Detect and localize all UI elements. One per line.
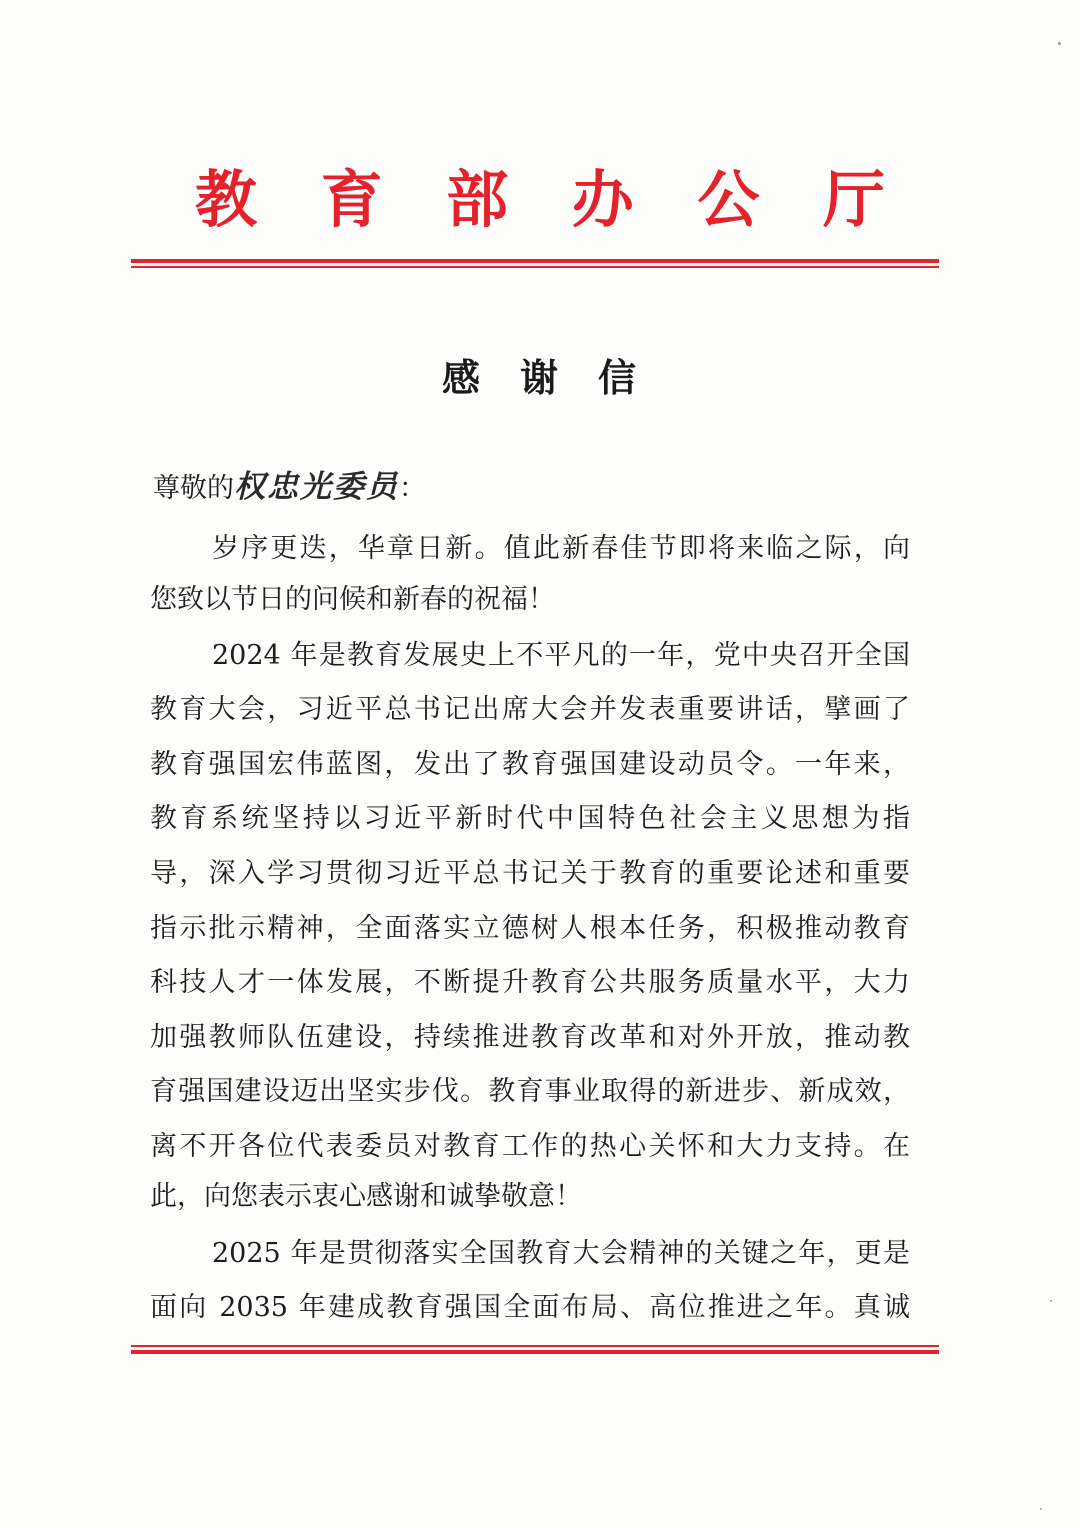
body-line: 离不开各位代表委员对教育工作的热心关怀和大力支持。在: [150, 1131, 910, 1162]
body-line: 教育系统坚持以习近平新时代中国特色社会主义思想为指: [150, 803, 910, 834]
body-line: 指示批示精神，全面落实立德树人根本任务，积极推动教育: [150, 913, 910, 944]
document-title: [0, 348, 1080, 408]
body-line: 教育大会，习近平总书记出席大会并发表重要讲话，擘画了: [150, 694, 910, 725]
body-line: 教育强国宏伟蓝图，发出了教育强国建设动员令。一年来，: [150, 749, 910, 780]
salutation: [153, 463, 426, 513]
body-line: 导，深入学习贯彻习近平总书记关于教育的重要论述和重要: [150, 858, 910, 889]
letterhead-divider: [131, 259, 939, 268]
footer-divider: [131, 1345, 939, 1354]
letterhead-char: 部: [446, 163, 509, 236]
letterhead-char: 公: [697, 163, 760, 236]
salutation-prefix: 尊敬的: [153, 473, 234, 504]
title-char: 感: [441, 356, 482, 400]
body-line: 2025 年是贯彻落实全国教育大会精神的关键之年，更是: [212, 1238, 910, 1269]
body-line: 面向 2035 年建成教育强国全面布局、高位推进之年。真诚: [150, 1292, 910, 1323]
body-line: 加强教师队伍建设，持续推进教育改革和对外开放，推动教: [150, 1022, 910, 1053]
letterhead-char: 办: [571, 163, 634, 236]
salutation-suffix: ：: [399, 473, 426, 504]
letterhead-char: 教: [195, 163, 258, 236]
body-line: 2024 年是教育发展史上不平凡的一年，党中央召开全国: [212, 640, 910, 671]
letterhead: [195, 160, 885, 240]
body-line: 岁序更迭，华章日新。值此新春佳节即将来临之际，向: [212, 533, 910, 564]
salutation-name: 权忠光委员: [234, 469, 399, 505]
title-char: 谢: [519, 356, 560, 400]
scan-speck: [1050, 1300, 1052, 1302]
body-line: 您致以节日的问候和新春的祝福！: [150, 584, 555, 615]
letterhead-char: 育: [320, 163, 383, 236]
scan-speck: [1040, 1508, 1042, 1510]
body-line: 科技人才一体发展，不断提升教育公共服务质量水平，大力: [150, 967, 910, 998]
title-char: 信: [598, 356, 639, 400]
scan-speck: [1058, 42, 1061, 45]
body-line: 育强国建设迈出坚实步伐。教育事业取得的新进步、新成效，: [150, 1076, 910, 1107]
letterhead-char: 厅: [822, 163, 885, 236]
body-line: 此，向您表示衷心感谢和诚挚敬意！: [150, 1181, 582, 1212]
